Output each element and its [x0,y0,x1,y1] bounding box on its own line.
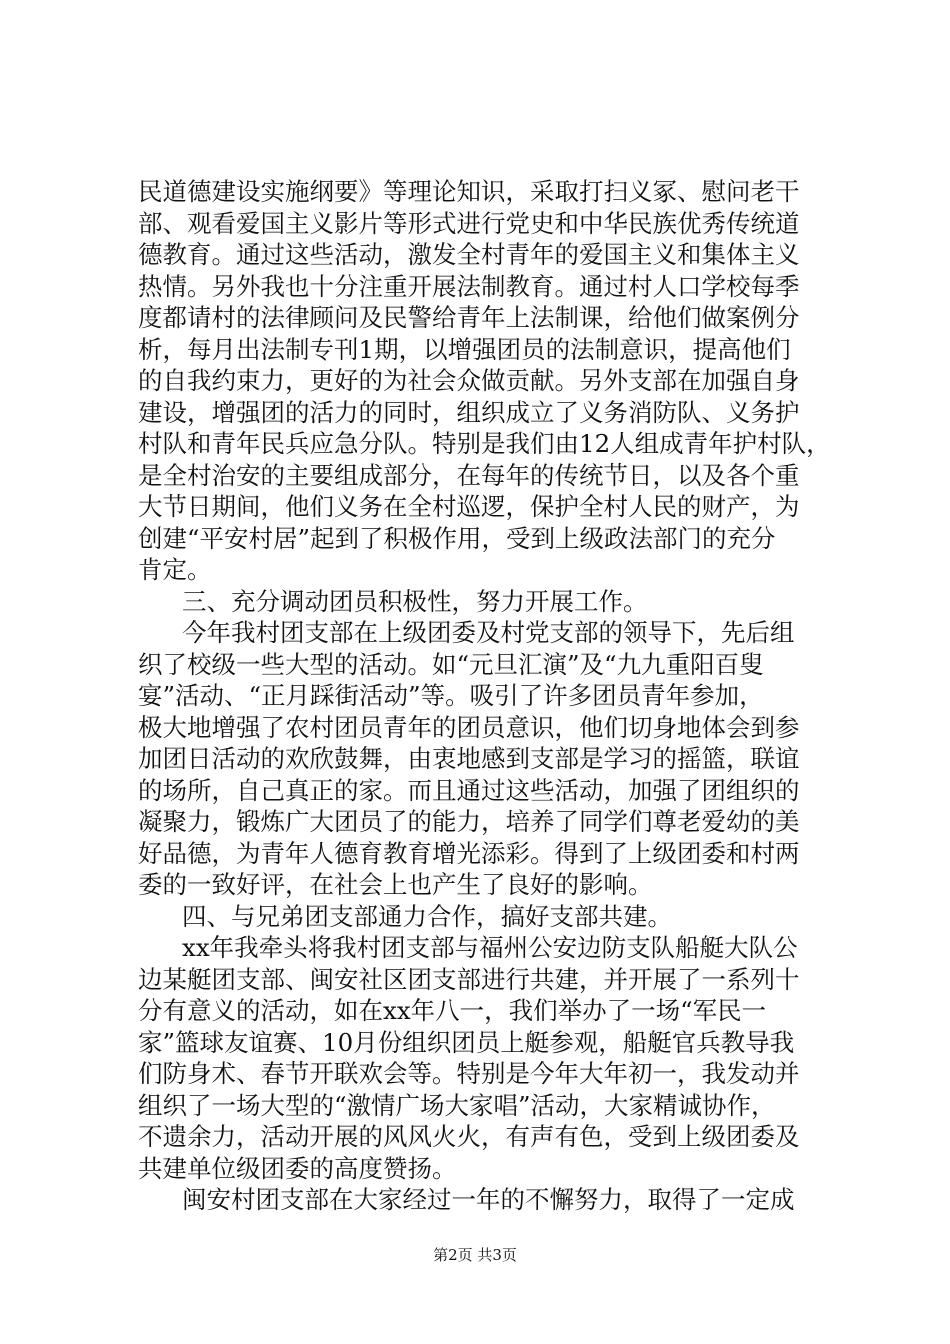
text-line: 不遗余力，活动开展的风风火火，有声有色，受到上级团委及 [138,1122,800,1151]
text-line: 的场所，自己真正的家。而且通过这些活动，加强了团组织的 [138,775,800,805]
text-line: 是全村治安的主要组成部分，在每年的传统节日，以及各个重 [138,460,800,490]
section-heading: 四、与兄弟团支部通力合作，搞好支部共建。 [182,901,672,931]
text-line: 大节日期间，他们义务在全村巡逻，保护全村人民的财产，为 [138,492,800,521]
text-line: 好品德，为青年人德育教育增光添彩。得到了上级团委和村两 [138,838,800,868]
text-line: 织了校级一些大型的活动。如“元旦汇演”及“九九重阳百叟 [138,649,764,679]
text-line: 委的一致好评，在社会上也产生了良好的影响。 [138,870,653,899]
text-line: 度都请村的法律顾问及民警给青年上法制课，给他们做案例分 [138,303,800,332]
text-line: 家”篮球友谊赛、10月份组织团员上艇参观，船艇官兵教导我 [138,1027,795,1057]
page-footer: 第2页 共3页 [433,1246,517,1264]
text-line: 边某艇团支部、闽安社区团支部进行共建，并开展了一系列十 [138,964,800,994]
text-line: 德教育。通过这些活动，激发全村青年的爱国主义和集体主义 [138,240,800,269]
text-line: 创建“平安村居”起到了积极作用，受到上级政法部门的充分 [138,523,776,553]
paragraph-start: 闽安村团支部在大家经过一年的不懈努力，取得了一定成 [182,1185,795,1214]
text-line: 析，每月出法制专刊1期，以增强团员的法制意识，提高他们 [138,334,791,364]
text-line: 民道德建设实施纲要》等理论知识，采取打扫义冢、慰问老干 [138,177,800,206]
text-line: 部、观看爱国主义影片等形式进行党史和中华民族优秀传统道 [138,208,800,238]
document-body [138,176,838,1216]
text-line: 宴”活动、“正月踩街活动”等。吸引了许多团员青年参加， [138,681,764,710]
paragraph-start: xx年我牵头将我村团支部与福州公安边防支队船艇大队公 [182,933,798,962]
text-line: 分有意义的活动，如在xx年八一，我们举办了一场“军民一 [138,996,767,1025]
text-line: 极大地增强了农村团员青年的团员意识，他们切身地体会到参 [138,712,800,742]
section-heading: 三、充分调动团员积极性，努力开展工作。 [182,586,648,616]
text-line: 建设，增强团的活力的同时，组织成立了义务消防队、义务护 [138,397,800,427]
text-line: 组织了一场大型的“激情广场大家唱”活动，大家精诚协作， [138,1090,776,1120]
text-line: 热情。另外我也十分注重开展法制教育。通过村人口学校每季 [138,271,800,301]
text-line: 共建单位级团委的高度赞扬。 [138,1153,457,1183]
paragraph-start: 今年我村团支部在上级团委及村党支部的领导下，先后组 [182,618,795,647]
text-line: 肯定。 [138,555,212,584]
text-line: 的自我约束力，更好的为社会众做贡献。另外支部在加强自身 [138,366,800,395]
text-line: 加团日活动的欢欣鼓舞，由衷地感到支部是学习的摇篮，联谊 [138,744,800,773]
text-line: 村队和青年民兵应急分队。特别是我们由12人组成青年护村队， [138,429,831,458]
text-line: 凝聚力，锻炼广大团员了的能力，培养了同学们尊老爱幼的美 [138,807,800,836]
text-line: 们防身术、春节开联欢会等。特别是今年大年初一，我发动并 [138,1059,800,1088]
